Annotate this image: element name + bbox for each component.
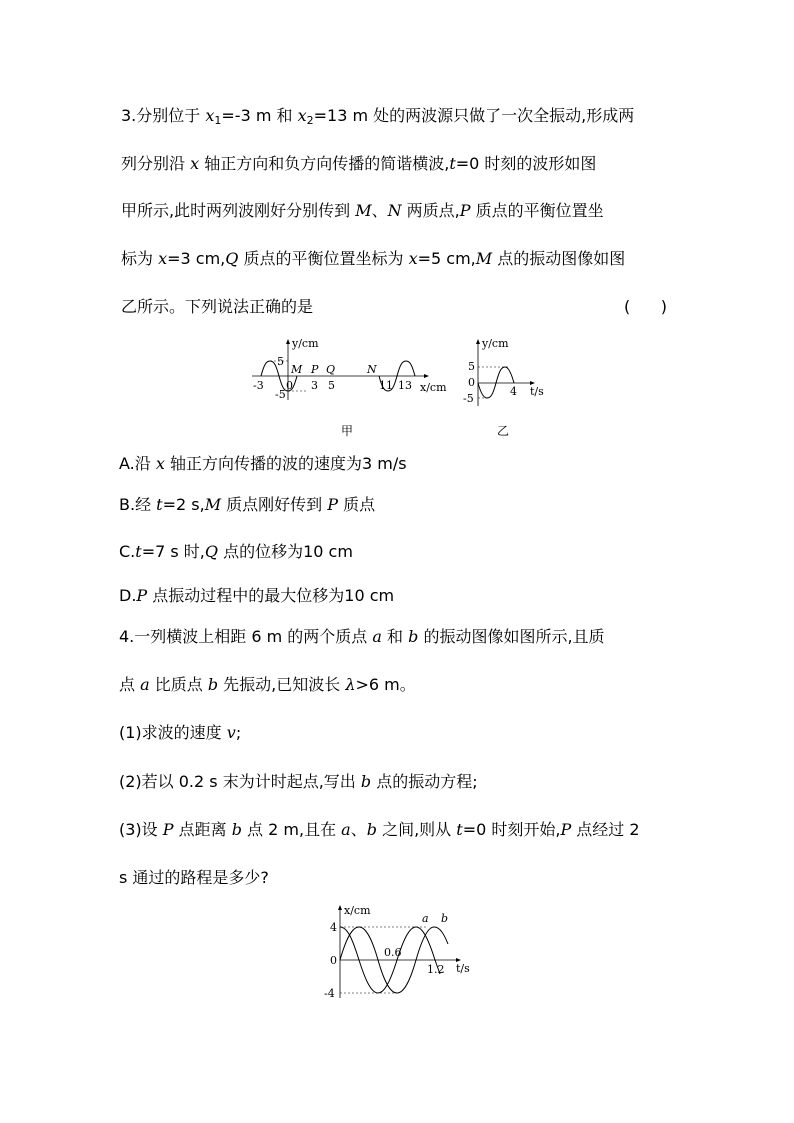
y-tick-neg4: -4 [324, 987, 335, 1000]
figure-jia-caption: 甲 [341, 424, 354, 438]
y-tick-neg5: -5 [463, 392, 474, 405]
tick-label-3: 3 [311, 379, 318, 392]
q3-line-1: 3.分别位于 $x_1=-3$ m 和 $x_2=13$ m 处的两波源只做了一次全振动,形成两 [121, 106, 635, 127]
point-label-P: P [311, 363, 319, 376]
option-c: C.t=7 s 时,Q 点的位移为10 cm [119, 542, 353, 561]
y-tick-4: 4 [330, 921, 337, 934]
tick-label-11: 11 [379, 379, 393, 392]
tick-label-neg3: -3 [253, 379, 264, 392]
amp-label-neg: -5 [275, 388, 286, 401]
point-label-Q: Q [326, 363, 336, 376]
curve-label-b: b [441, 912, 449, 925]
point-label-N: N [367, 363, 377, 376]
option-d: D.P 点振动过程中的最大位移为10 cm [119, 586, 395, 605]
vibration-curve [478, 367, 514, 398]
q4-sub-1: (1)求波的速度 v; [119, 723, 242, 742]
x-axis-arrow [424, 374, 429, 378]
tick-label-0: 0 [286, 379, 293, 392]
y-axis-arrow [286, 339, 290, 344]
y-axis-arrow [476, 339, 480, 344]
q3-line-3: 甲所示,此时两列波刚好分别传到 M、N 两质点,P 质点的平衡位置坐 [121, 201, 604, 220]
x-axis-label: x/cm [420, 381, 447, 394]
y-axis-label: y/cm [482, 337, 509, 350]
t-axis-label: t/s [530, 385, 544, 398]
t-tick-4: 4 [510, 385, 517, 398]
q4-line-2: 点 a 比质点 b 先振动,已知波长 λ>6 m。 [119, 675, 416, 694]
figure-jia [248, 338, 448, 402]
point-label-M: M [291, 363, 303, 376]
answer-bracket: ( ) [624, 297, 667, 316]
curve-label-a: a [422, 912, 429, 925]
q3-line-2: 列分别沿 x 轴正方向和负方向传播的简谐横波,t=0 时刻的波形如图 [121, 154, 597, 173]
t-axis-label: t/s [456, 962, 470, 975]
q3-line-4: 标为 x=3 cm,Q 质点的平衡位置坐标为 x=5 cm,M 点的振动图像如图 [121, 249, 626, 268]
q4-sub-2: (2)若以 0.2 s 末为计时起点,写出 b 点的振动方程; [119, 772, 478, 791]
y-axis-label: y/cm [292, 337, 319, 350]
tick-label-5: 5 [328, 379, 335, 392]
figure-yi-caption: 乙 [497, 424, 510, 438]
figure-yi [462, 338, 552, 408]
t-tick-1-2: 1.2 [427, 963, 445, 976]
x-axis-label: x/cm [344, 904, 371, 917]
q4-line-1: 4.一列横波上相距 6 m 的两个质点 a 和 b 的振动图像如图所示,且质 [119, 627, 605, 646]
t-tick-0-6: 0.6 [384, 946, 402, 959]
q4-sub-3-line-1: (3)设 P 点距离 b 点 2 m,且在 a、b 之间,则从 t=0 时刻开始,P 点经过 2 [119, 820, 640, 839]
q3-line-5: 乙所示。下列说法正确的是 [121, 297, 314, 316]
option-a: A.沿 x 轴正方向传播的波的速度为3 m/s [119, 454, 407, 473]
option-b: B.经 t=2 s,M 质点刚好传到 P 质点 [119, 495, 376, 514]
y-tick-0: 0 [468, 376, 475, 389]
x-axis-arrow [338, 905, 342, 910]
tick-label-13: 13 [398, 379, 412, 392]
y-tick-0: 0 [330, 954, 337, 967]
y-tick-5: 5 [468, 360, 475, 373]
figure-q4 [326, 904, 476, 1000]
amp-label-pos: 5 [277, 355, 284, 368]
q4-sub-3-line-2: s 通过的路程是多少? [119, 868, 269, 887]
